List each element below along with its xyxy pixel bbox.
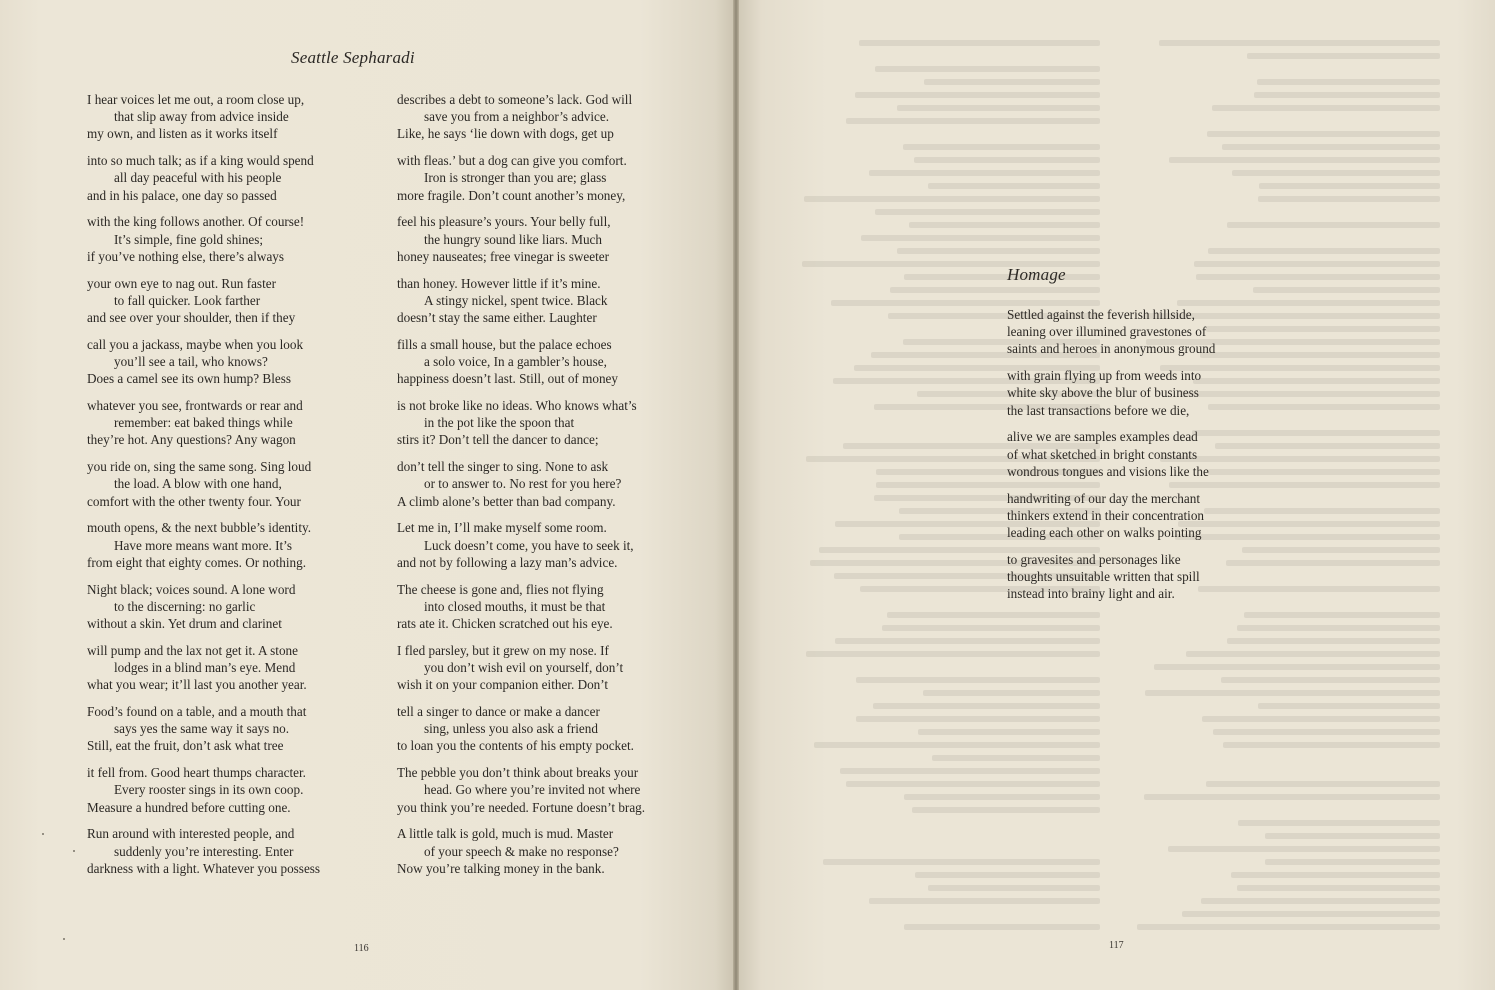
stanza <box>87 581 320 633</box>
poem-line: stirs it? Don’t tell the dancer to dance; <box>397 432 599 448</box>
poem-line: to the discerning: no garlic <box>114 598 256 614</box>
stanza <box>397 397 645 449</box>
poem-line: mouth opens, & the next bubble’s identity. <box>87 520 312 536</box>
poem-line: white sky above the blur of business <box>1007 385 1199 401</box>
poem-line: handwriting of our day the merchant <box>1007 490 1200 506</box>
poem-line: than honey. However little if it’s mine. <box>397 275 601 291</box>
poem-line: you think you’re needed. Fortune doesn’t brag. <box>397 799 646 815</box>
stanza <box>397 581 645 633</box>
poem-line: don’t tell the singer to sing. None to ask <box>397 459 609 475</box>
stanza <box>87 91 320 143</box>
poem-line: head. Go where you’re invited not where <box>424 782 641 798</box>
poem-line: call you a jackass, maybe when you look <box>87 336 304 352</box>
poem-line: describes a debt to someone’s lack. God will <box>397 92 633 107</box>
stanza <box>397 213 645 265</box>
poem-line: with grain flying up from weeds into <box>1007 368 1202 384</box>
stanza <box>397 825 645 877</box>
poem-line: that slip away from advice inside <box>114 109 289 125</box>
poem-line: comfort with the other twenty four. Your <box>87 493 301 509</box>
stanza <box>397 519 645 571</box>
poem-line: suddenly you’re interesting. Enter <box>114 843 294 859</box>
stanza <box>397 152 645 204</box>
poem-line: you ride on, sing the same song. Sing loud <box>87 459 312 475</box>
poem-line: your own eye to nag out. Run faster <box>87 275 276 291</box>
poem-line: A little talk is gold, much is mud. Master <box>397 826 614 842</box>
stanza <box>87 336 320 388</box>
poem-line: Iron is stronger than you are; glass <box>424 170 607 186</box>
poem-line: fills a small house, but the palace echoes <box>397 336 612 352</box>
stanza <box>397 642 645 694</box>
poem-line: thinkers extend in their concentration <box>1007 507 1205 523</box>
poem-line: to fall quicker. Look farther <box>114 292 261 308</box>
poem-line: says yes the same way it says no. <box>114 721 290 737</box>
poem-line: doesn’t stay the same either. Laughter <box>397 310 597 326</box>
poem-line: and in his palace, one day so passed <box>87 187 277 203</box>
stanza <box>87 458 320 510</box>
poem-line: of your speech & make no response? <box>424 843 619 859</box>
stanza <box>87 213 320 265</box>
poem-column-left <box>87 91 320 887</box>
poem-line: A stingy nickel, spent twice. Black <box>424 292 608 308</box>
poem-title-seattle-sepharadi: Seattle Sepharadi <box>291 48 415 67</box>
poem-line: with fleas.’ but a dog can give you comfort. <box>397 153 627 169</box>
poem-title-homage: Homage <box>1007 265 1066 284</box>
poem-line: A climb alone’s better than bad company. <box>397 493 616 509</box>
paper-speck <box>73 850 75 852</box>
paper-speck <box>63 938 65 940</box>
stanza <box>87 703 320 755</box>
poem-line: more fragile. Don’t count another’s money, <box>397 187 626 203</box>
poem-line: with the king follows another. Of course! <box>87 214 305 230</box>
poem-line: save you from a neighbor’s advice. <box>424 109 610 125</box>
poem-line: Still, eat the fruit, don’t ask what tree <box>87 738 284 754</box>
poem-line: if you’ve nothing else, there’s always <box>87 248 285 264</box>
poem-line: without a skin. Yet drum and clarinet <box>87 616 282 632</box>
poem-line: to loan you the contents of his empty pocket. <box>397 738 634 754</box>
page-number-right: 117 <box>1109 940 1124 951</box>
left-page <box>0 0 737 990</box>
stanza <box>397 336 645 388</box>
stanza <box>397 764 645 816</box>
poem-line: remember: eat baked things while <box>114 415 293 431</box>
poem-line: and not by following a lazy man’s advice. <box>397 554 618 570</box>
poem-line: and see over your shoulder, then if they <box>87 310 296 326</box>
poem-line: a solo voice, In a gambler’s house, <box>424 354 607 370</box>
poem-line: Does a camel see its own hump? Bless <box>87 371 291 387</box>
poem-line: Food’s found on a table, and a mouth that <box>87 704 307 720</box>
poem-line: It’s simple, fine gold shines; <box>114 231 264 247</box>
poem-line: all day peaceful with his people <box>114 170 282 186</box>
poem-line: instead into brainy light and air. <box>1007 586 1175 602</box>
poem-line: into closed mouths, it must be that <box>424 598 606 614</box>
page-number-left: 116 <box>354 943 369 954</box>
poem-line: in the pot like the spoon that <box>424 415 575 431</box>
stanza <box>1007 428 1215 480</box>
poem-line: my own, and listen as it works itself <box>87 126 278 142</box>
poem-line: honey nauseates; free vinegar is sweeter <box>397 248 610 264</box>
stanza <box>87 519 320 571</box>
poem-line: is not broke like no ideas. Who knows what’s <box>397 398 637 414</box>
poem-line: of what sketched in bright constants <box>1007 446 1198 462</box>
stanza <box>1007 306 1215 358</box>
poem-line: to gravesites and personages like <box>1007 551 1181 567</box>
poem-line: darkness with a light. Whatever you possess <box>87 860 321 876</box>
poem-line: leading each other on walks pointing <box>1007 525 1202 541</box>
poem-line: sing, unless you also ask a friend <box>424 721 598 737</box>
poem-line: saints and heroes in anonymous ground <box>1007 341 1216 357</box>
stanza <box>397 703 645 755</box>
poem-line: The pebble you don’t think about breaks your <box>397 765 639 781</box>
stanza <box>397 275 645 327</box>
poem-line: the hungry sound like liars. Much <box>424 231 603 247</box>
poem-line: Run around with interested people, and <box>87 826 295 842</box>
poem-line: feel his pleasure’s yours. Your belly full, <box>397 214 611 230</box>
poem-line: happiness doesn’t last. Still, out of money <box>397 371 618 387</box>
poem-line: lodges in a blind man’s eye. Mend <box>114 660 296 676</box>
poem-line: or to answer to. No rest for you here? <box>424 476 622 492</box>
stanza <box>1007 551 1215 603</box>
stanza <box>397 91 645 143</box>
stanza <box>87 152 320 204</box>
poem-column-right <box>397 91 645 887</box>
poem-line: Let me in, I’ll make myself some room. <box>397 520 607 536</box>
poem-line: thoughts unsuitable written that spill <box>1007 569 1200 585</box>
poem-line: from eight that eighty comes. Or nothing. <box>87 554 307 570</box>
poem-line: you’ll see a tail, who knows? <box>114 354 268 370</box>
stanza <box>1007 367 1215 419</box>
poem-line: Like, he says ‘lie down with dogs, get up <box>397 126 614 142</box>
stanza <box>1007 490 1215 542</box>
poem-line: you don’t wish evil on yourself, don’t <box>424 660 624 676</box>
poem-line: Settled against the feverish hillside, <box>1007 307 1195 322</box>
poem-line: rats ate it. Chicken scratched out his eye. <box>397 616 613 632</box>
poem-line: what you wear; it’ll last you another year. <box>87 677 307 693</box>
poem-line: Now you’re talking money in the bank. <box>397 860 605 876</box>
stanza <box>87 764 320 816</box>
poem-line: The cheese is gone and, flies not flying <box>397 581 604 597</box>
poem-line: I hear voices let me out, a room close up, <box>87 92 305 107</box>
poem-line: they’re hot. Any questions? Any wagon <box>87 432 296 448</box>
paper-speck <box>42 833 44 835</box>
stanza <box>87 275 320 327</box>
poem-line: wondrous tongues and visions like the <box>1007 463 1209 479</box>
poem-line: the last transactions before we die, <box>1007 402 1190 418</box>
poem-line: Luck doesn’t come, you have to seek it, <box>424 537 634 553</box>
poem-line: leaning over illumined gravestones of <box>1007 324 1207 340</box>
poem-line: Night black; voices sound. A lone word <box>87 581 296 597</box>
poem-line: Have more means want more. It’s <box>114 537 292 553</box>
poem-line: the load. A blow with one hand, <box>114 476 282 492</box>
poem-line: into so much talk; as if a king would spend <box>87 153 314 169</box>
poem-line: Measure a hundred before cutting one. <box>87 799 291 815</box>
poem-line: I fled parsley, but it grew on my nose. If <box>397 642 609 658</box>
poem-line: tell a singer to dance or make a dancer <box>397 704 600 720</box>
poem-line: wish it on your companion either. Don’t <box>397 677 609 693</box>
stanza <box>87 397 320 449</box>
poem-line: alive we are samples examples dead <box>1007 429 1198 445</box>
poem-line: whatever you see, frontwards or rear and <box>87 398 303 414</box>
poem-homage <box>1007 306 1215 612</box>
poem-line: Every rooster sings in its own coop. <box>114 782 304 798</box>
poem-line: will pump and the lax not get it. A stone <box>87 642 298 658</box>
right-page <box>737 0 1495 990</box>
stanza <box>397 458 645 510</box>
stanza <box>87 825 320 877</box>
poem-line: it fell from. Good heart thumps character. <box>87 765 306 781</box>
book-gutter <box>733 0 739 990</box>
stanza <box>87 642 320 694</box>
